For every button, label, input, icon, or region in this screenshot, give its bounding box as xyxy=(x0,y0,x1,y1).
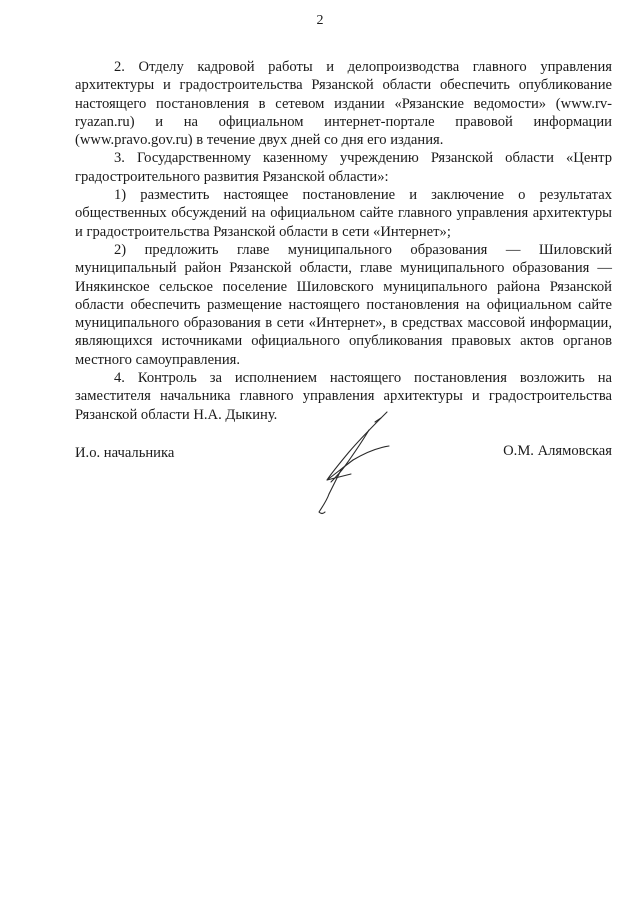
paragraph-item-2: 2. Отделу кадровой работы и делопроизводства главного управления архитектуры и градостроительства Рязанской области обеспечить опубликование настоящего постановления в сетевом издании «Рязанские ведомости» (www.rv-ryazan.ru) и на официальном интернет-портале правовой информации (www.pravo.gov.ru) в течение двух дней со дня его издания. xyxy=(75,59,612,149)
subparagraph-1: 1) разместить настоящее постановление и заключение о результатах общественных обсуждений на официальном сайте главного управления архитектуры и градостроительства Рязанской области в сети «Интернет»; xyxy=(75,187,612,240)
paragraph-item-4: 4. Контроль за исполнением настоящего постановления возложить на заместителя начальника главного управления архитектуры и градостроительства Рязанской области Н.А. Дыкину. xyxy=(75,370,612,423)
document-body xyxy=(75,58,612,424)
signatory-position: И.о. начальника xyxy=(75,445,175,461)
signature-block xyxy=(75,438,612,538)
page-number: 2 xyxy=(316,13,324,28)
subparagraph-2: 2) предложить главе муниципального образования — Шиловский муниципальный район Рязанской области, главе муниципального образования — Инякинское сельское поселение Шиловского муниципального района Рязанской области обеспечить размещение настоящего постановления на официальном сайте муниципального образования в сети «Интернет», в средствах массовой информации, являющихся источниками официального опубликования правовых актов органов местного самоуправления. xyxy=(75,241,612,368)
paragraph-item-3: 3. Государственному казенному учреждению Рязанской области «Центр градостроительного развития Рязанской области»: xyxy=(75,150,612,185)
handwritten-signature xyxy=(305,408,415,518)
signatory-name: О.М. Алямовская xyxy=(503,443,612,459)
